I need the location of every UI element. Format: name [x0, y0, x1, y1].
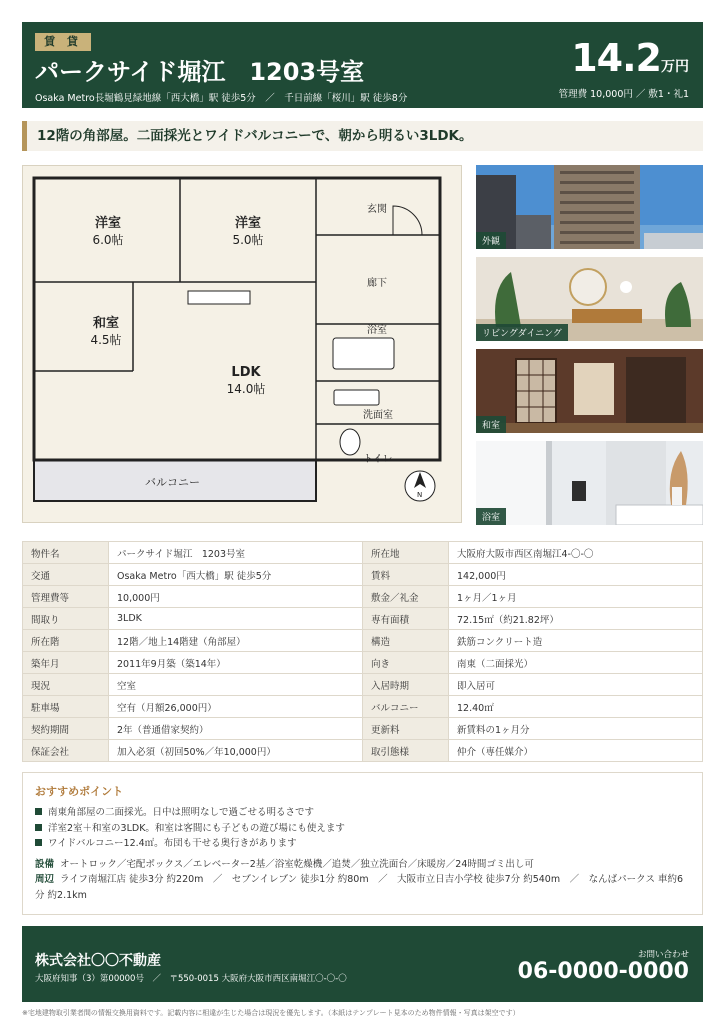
rent-price [571, 36, 689, 80]
spec-key: 間取り [23, 608, 109, 630]
table-row [23, 674, 703, 696]
room-name: 洋室 [234, 216, 261, 231]
toilet-label: トイレ [363, 454, 393, 465]
company-license: 大阪府知事（3）第00000号 ／ 〒550-0015 大阪府大阪市西区南堀江〇-〇-〇 [35, 974, 347, 984]
phone-number[interactable]: 06-0000-0000 [517, 959, 689, 984]
bathroom-image [476, 441, 703, 525]
nearby-line [35, 872, 690, 903]
spec-key: 所在地 [363, 542, 449, 564]
rent-badge: 賃 貸 [35, 33, 91, 51]
photo-exterior [476, 165, 703, 249]
table-row [23, 542, 703, 564]
spec-value: Osaka Metro「西大橋」駅 徒歩5分 [109, 564, 363, 586]
entrance-label: 玄関 [367, 204, 387, 215]
recommend-points [22, 772, 703, 915]
spec-key: 更新料 [363, 718, 449, 740]
washroom-label: 洗面室 [363, 410, 393, 421]
exterior-image [476, 165, 703, 249]
point-text: ワイドバルコニー12.4㎡。布団も干せる奥行きがあります [48, 838, 297, 849]
spec-value: 3LDK [109, 608, 363, 630]
spec-value: 空有（月額26,000円） [109, 696, 363, 718]
hallway-label: 廊下 [367, 278, 387, 289]
spec-value: 大阪府大阪市西区南堀江4-〇-〇 [449, 542, 703, 564]
room-size: 4.5帖 [90, 333, 122, 347]
spec-value: 即入居可 [449, 674, 703, 696]
footer [22, 926, 703, 1002]
equipment-label: 設備 [35, 858, 55, 870]
property-spec-table [22, 541, 703, 762]
spec-key: 築年月 [23, 652, 109, 674]
photo-living [476, 257, 703, 341]
photo-bathroom [476, 441, 703, 525]
contact-label: お問い合わせ [637, 950, 689, 960]
point-text: 洋室2室＋和室の3LDK。和室は客間にも子どもの遊び場にも使えます [48, 822, 345, 834]
room-western-2 [213, 212, 283, 248]
room-name: 和室 [92, 316, 119, 331]
point-item [35, 805, 690, 821]
spec-key: 入居時期 [363, 674, 449, 696]
room-size: 5.0帖 [232, 233, 264, 247]
price-number: 14.2 [571, 36, 661, 80]
spec-value: 10,000円 [109, 586, 363, 608]
table-row [23, 630, 703, 652]
bathroom-label: 浴室 [367, 325, 387, 336]
spec-key: 所在階 [23, 630, 109, 652]
fees-info: 管理費 10,000円 ／ 敷1・礼1 [558, 89, 689, 100]
points-title: おすすめポイント [35, 785, 124, 798]
room-western-1 [73, 212, 143, 248]
spec-key: 取引態様 [363, 740, 449, 762]
spec-key: 賃料 [363, 564, 449, 586]
bullet-square-icon [35, 839, 42, 846]
photo-caption: リビングダイニング [476, 324, 568, 341]
spec-key: 専有面積 [363, 608, 449, 630]
table-row [23, 718, 703, 740]
catch-copy: 12階の角部屋。二面採光とワイドバルコニーで、朝から明るい3LDK。 [22, 121, 703, 151]
spec-key: 構造 [363, 630, 449, 652]
point-item [35, 836, 690, 852]
spec-key: 交通 [23, 564, 109, 586]
room-size: 6.0帖 [92, 233, 124, 247]
spec-key: 管理費等 [23, 586, 109, 608]
spec-key: バルコニー [363, 696, 449, 718]
room-japanese [71, 312, 141, 348]
photo-japanese-room [476, 349, 703, 433]
spec-table-body [23, 542, 703, 762]
spec-value: 加入必須（初回50%／年10,000円） [109, 740, 363, 762]
spec-key: 現況 [23, 674, 109, 696]
spec-value: 新賃料の1ヶ月分 [449, 718, 703, 740]
equipment-line [35, 857, 690, 873]
property-title: パークサイド堀江 1203号室 [35, 58, 365, 86]
spec-value: 空室 [109, 674, 363, 696]
spec-value: 1ヶ月／1ヶ月 [449, 586, 703, 608]
floor-plan [22, 165, 462, 523]
access-info: Osaka Metro長堀鶴見緑地線「西大橋」駅 徒歩5分 ／ 千日前線「桜川」駅 徒歩8分 [35, 93, 408, 104]
spec-value: 2011年9月築（築14年） [109, 652, 363, 674]
spec-value: 142,000円 [449, 564, 703, 586]
equipment-text: オートロック／宅配ボックス／エレベーター2基／浴室乾燥機／追焚／独立洗面台／床暖房／24時間ゴミ出し可 [60, 858, 534, 870]
spec-value: パークサイド堀江 1203号室 [109, 542, 363, 564]
table-row [23, 740, 703, 762]
spec-key: 物件名 [23, 542, 109, 564]
photo-caption: 和室 [476, 416, 506, 433]
table-row [23, 608, 703, 630]
bullet-square-icon [35, 808, 42, 815]
spec-value: 南東（二面採光） [449, 652, 703, 674]
spec-value: 2年（普通借家契約） [109, 718, 363, 740]
point-text: 南東角部屋の二面採光。日中は照明なしで過ごせる明るさです [48, 807, 315, 818]
room-size: 14.0帖 [226, 382, 266, 396]
price-unit: 万円 [661, 59, 689, 75]
compass-north-label: N [417, 491, 423, 499]
spec-key: 向き [363, 652, 449, 674]
japanese-room-image [476, 349, 703, 433]
room-ldk [211, 365, 281, 397]
spec-value: 鉄筋コンクリート造 [449, 630, 703, 652]
spec-key: 保証会社 [23, 740, 109, 762]
spec-value: 72.15㎡（約21.82坪） [449, 608, 703, 630]
room-name: LDK [231, 365, 261, 380]
spec-value: 12.40㎡ [449, 696, 703, 718]
balcony-label: バルコニー [145, 476, 200, 489]
photo-caption: 外観 [476, 232, 506, 249]
table-row [23, 564, 703, 586]
header [22, 22, 703, 108]
spec-key: 敷金／礼金 [363, 586, 449, 608]
room-name: 洋室 [94, 216, 121, 231]
company-name: 株式会社〇〇不動産 [35, 953, 161, 969]
photo-caption: 浴室 [476, 508, 506, 525]
bullet-square-icon [35, 824, 42, 831]
spec-key: 駐車場 [23, 696, 109, 718]
spec-value: 12階／地上14階建（角部屋） [109, 630, 363, 652]
point-item [35, 821, 690, 837]
nearby-text: ライフ南堀江店 徒歩3分 約220m ／ セブンイレブン 徒歩1分 約80m ／ 大阪市立日吉小学校 徒歩7分 約540m ／ なんばパークス 車約6分 約2.1km [35, 874, 684, 901]
nearby-label: 周辺 [35, 874, 55, 885]
table-row [23, 652, 703, 674]
table-row [23, 586, 703, 608]
spec-key: 契約期間 [23, 718, 109, 740]
spec-value: 仲介（専任媒介） [449, 740, 703, 762]
disclaimer-note: ※宅地建物取引業者間の情報交換用資料です。記載内容に相違が生じた場合は現況を優先します。（本紙はテンプレート見本のため物件情報・写真は架空です） [22, 1009, 520, 1017]
table-row [23, 696, 703, 718]
